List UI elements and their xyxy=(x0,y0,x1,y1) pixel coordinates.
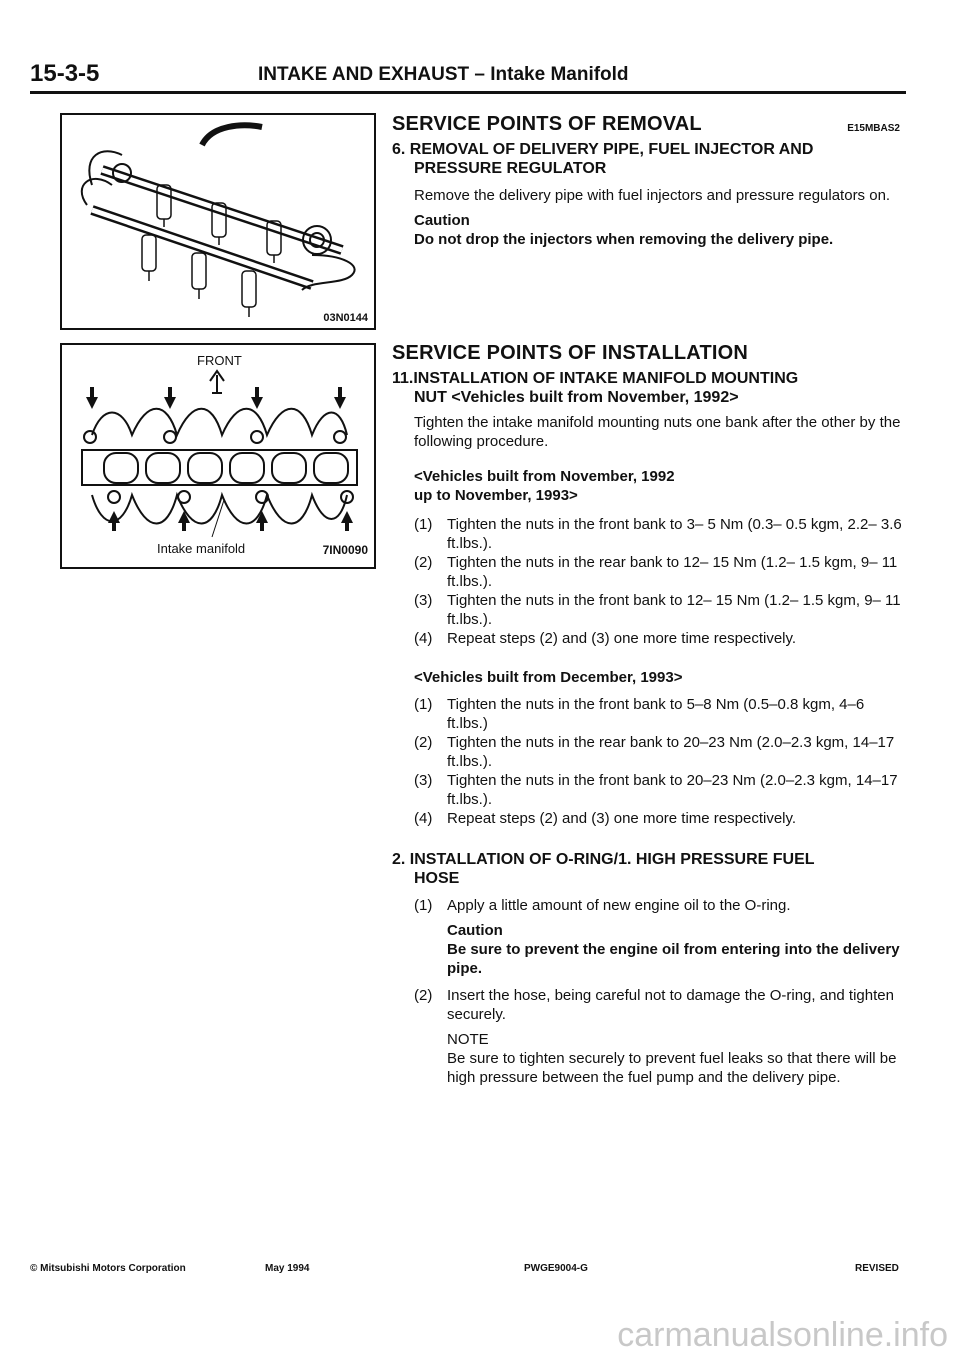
item2-title-cont: HOSE xyxy=(414,870,460,887)
intake-manifold-illustration xyxy=(62,345,374,567)
item6-title-cont: PRESSURE REGULATOR xyxy=(414,160,607,177)
item2-caution-text: Be sure to prevent the engine oil from entering into the delivery pipe. xyxy=(447,941,900,977)
watermark: carmanualsonline.info xyxy=(617,1316,948,1354)
groupB-title: <Vehicles built from December, 1993> xyxy=(414,669,683,686)
item6-title: 6. REMOVAL OF DELIVERY PIPE, FUEL INJECTOR AND xyxy=(392,141,814,158)
installation-heading: SERVICE POINTS OF INSTALLATION xyxy=(392,342,749,364)
item11-title-cont: NUT <Vehicles built from November, 1992> xyxy=(414,389,739,406)
page-number: 15-3-5 xyxy=(30,60,100,87)
list-item: (2) Tighten the nuts in the rear bank to 20–23 Nm (2.0–2.3 kgm, 14–17 ft.lbs.). xyxy=(414,734,895,770)
list-item: (2) Insert the hose, being careful not to damage the O-ring, and tighten securely. xyxy=(414,987,894,1023)
section-code: E15MBAS2 xyxy=(847,123,900,134)
list-item: (2) Tighten the nuts in the rear bank to 12– 15 Nm (1.2– 1.5 kgm, 9– 11 ft.lbs.). xyxy=(414,554,898,590)
note-text: Be sure to tighten securely to prevent fuel leaks so that there will be high pressure between the fuel pump and the delivery pipe. xyxy=(447,1050,897,1086)
installation-section xyxy=(392,342,908,1087)
list-item: (3) Tighten the nuts in the front bank to 20–23 Nm (2.0–2.3 kgm, 14–17 ft.lbs.). xyxy=(414,772,898,808)
page-title xyxy=(258,64,629,86)
item6-text: Remove the delivery pipe with fuel injectors and pressure regulators on. xyxy=(414,187,891,204)
footer-date: May 1994 xyxy=(265,1263,310,1274)
figure-intake-manifold xyxy=(60,343,376,569)
front-label: FRONT xyxy=(197,353,242,368)
note-label: NOTE xyxy=(447,1031,489,1048)
figure-code: 7IN0090 xyxy=(322,543,368,557)
figure-delivery-pipe xyxy=(60,113,376,330)
groupA-title: <Vehicles built from November, 1992 xyxy=(414,468,675,485)
footer-doc-code: PWGE9004-G xyxy=(524,1263,588,1274)
list-item: (3) Tighten the nuts in the front bank to 12– 15 Nm (1.2– 1.5 kgm, 9– 11 ft.lbs.). xyxy=(414,592,901,628)
header-rule xyxy=(30,91,906,94)
item2-title: 2. INSTALLATION OF O-RING/1. HIGH PRESSURE FUEL xyxy=(392,851,815,868)
item2-caution-label: Caution xyxy=(447,922,503,939)
delivery-pipe-illustration xyxy=(62,115,374,328)
list-item: (4) Repeat steps (2) and (3) one more time respectively. xyxy=(414,810,797,827)
figure-code: 03N0144 xyxy=(323,312,368,324)
list-item: (1) Tighten the nuts in the front bank to 3– 5 Nm (0.3– 0.5 kgm, 2.2– 3.6 ft.lbs.). xyxy=(414,516,902,552)
list-item: (4) Repeat steps (2) and (3) one more time respectively. xyxy=(414,630,797,647)
caution-text: Do not drop the injectors when removing the delivery pipe. xyxy=(414,231,834,248)
removal-section xyxy=(392,113,908,249)
groupA-steps xyxy=(414,515,908,648)
removal-heading: SERVICE POINTS OF REMOVAL xyxy=(392,113,702,135)
footer-status: REVISED xyxy=(855,1263,899,1274)
list-item: (1) Tighten the nuts in the front bank to 5–8 Nm (0.5–0.8 kgm, 4–6 ft.lbs.) xyxy=(414,696,865,732)
section-title: INTAKE AND EXHAUST – xyxy=(258,64,485,85)
footer-copyright: © Mitsubishi Motors Corporation xyxy=(30,1263,186,1274)
caution-label: Caution xyxy=(414,212,470,229)
groupA-title-cont: up to November, 1993> xyxy=(414,487,578,504)
section-subtitle: Intake Manifold xyxy=(490,64,629,85)
groupB-steps xyxy=(414,695,908,828)
list-item: (1) Apply a little amount of new engine oil to the O-ring. xyxy=(414,897,791,914)
item11-text: Tighten the intake manifold mounting nuts one bank after the other by the following procedure. xyxy=(414,414,901,450)
intake-manifold-label: Intake manifold xyxy=(157,541,246,556)
item11-title: 11.INSTALLATION OF INTAKE MANIFOLD MOUNTING xyxy=(392,370,799,387)
